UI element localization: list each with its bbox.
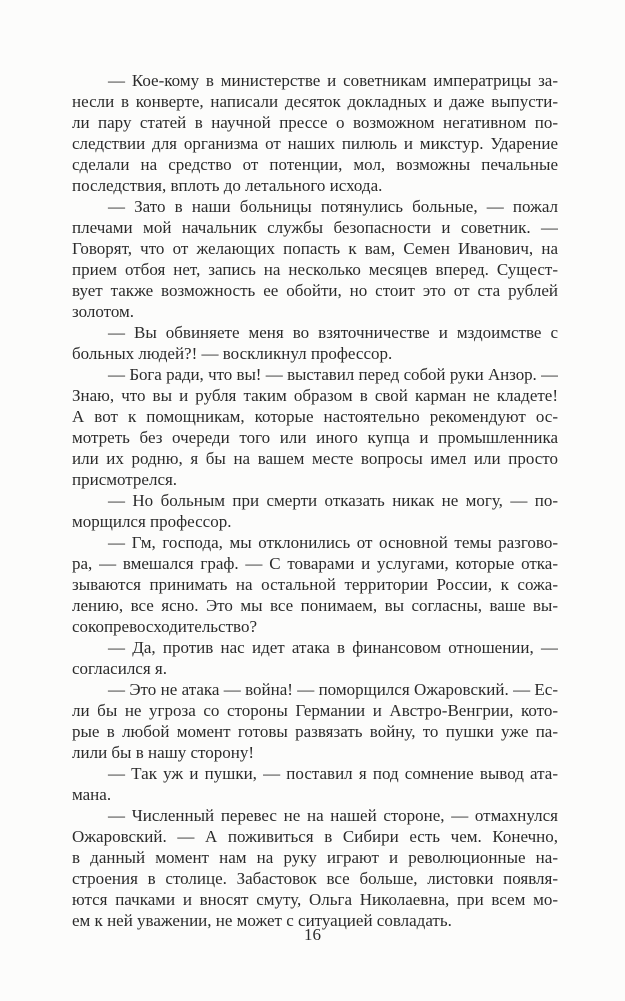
text-line: ра, — вмешался граф. — С товарами и услугами, которые отка-: [72, 554, 558, 573]
text-line: — Так уж и пушки, — поставил я под сомнение вывод ата-: [108, 764, 558, 783]
text-line: — Гм, господа, мы отклонились от основной темы разгово-: [108, 533, 558, 552]
text-line: прием отбоя нет, запись на несколько месяцев вперед. Сущест-: [72, 260, 558, 279]
paragraph: [72, 322, 558, 364]
text-line: зываются принимать на остальной территории России, к сожа-: [72, 575, 558, 594]
text-line: мотреть без очереди того или иного купца и промышленника: [72, 428, 558, 447]
paragraph: [72, 532, 558, 637]
book-page-text: [72, 70, 558, 931]
text-line: сокопревосходительство?: [72, 617, 257, 636]
paragraph: [72, 364, 558, 490]
paragraph: [72, 490, 558, 532]
text-line: — Это не атака — война! — поморщился Ожаровский. — Ес-: [108, 680, 558, 699]
text-line: — Вы обвиняете меня во взяточничестве и мздоимстве с: [108, 323, 558, 342]
text-line: — Бога ради, что вы! — выставил перед собой руки Анзор. —: [108, 365, 558, 384]
text-line: несли в конверте, написали десяток докладных и даже выпусти-: [72, 92, 558, 111]
text-line: рые в любой момент готовы развязать войну, то пушки уже па-: [72, 722, 558, 741]
text-line: в данный момент нам на руку играют и революционные на-: [72, 848, 558, 867]
text-line: морщился профессор.: [72, 512, 232, 531]
text-line: — Кое-кому в министерстве и советникам императрицы за-: [108, 71, 558, 90]
text-line: или их родню, я бы на вашем месте вопросы имел или просто: [72, 449, 558, 468]
text-line: строения в столице. Забастовок все больше, листовки появля-: [72, 869, 558, 888]
text-line: ем к ней уважении, не может с ситуацией совладать.: [72, 911, 452, 930]
text-line: сделали на средство от потенции, мол, возможны печальные: [72, 155, 558, 174]
text-line: А вот к помощникам, которые настоятельно рекомендуют ос-: [72, 407, 558, 426]
text-line: присмотрелся.: [72, 470, 178, 489]
text-line: следствии для организма от наших пилюль и микстур. Ударение: [72, 134, 558, 153]
text-line: последствия, вплоть до летального исхода.: [72, 176, 383, 195]
text-line: лили бы в нашу сторону!: [72, 743, 255, 762]
paragraph: [72, 196, 558, 322]
text-line: Ожаровский. — А поживиться в Сибири есть чем. Конечно,: [72, 827, 558, 846]
paragraph: [72, 805, 558, 931]
text-line: ли пару статей в научной прессе о возможном негативном по-: [72, 113, 558, 132]
text-line: больных людей?! — воскликнул профессор.: [72, 344, 393, 363]
text-line: лению, все ясно. Это мы все понимаем, вы согласны, ваше вы-: [72, 596, 558, 615]
text-line: ли бы не угроза со стороны Германии и Австро-Венгрии, кото-: [72, 701, 558, 720]
paragraph: [72, 70, 558, 196]
text-line: мана.: [72, 785, 112, 804]
text-line: — Да, против нас идет атака в финансовом отношении, —: [108, 638, 558, 657]
text-line: золотом.: [72, 302, 135, 321]
text-line: ются пачками и вносят смуту, Ольга Николаевна, при всем мо-: [72, 890, 558, 909]
paragraph: [72, 637, 558, 679]
text-line: вует также возможность ее обойти, но стоит это от ста рублей: [72, 281, 558, 300]
text-line: согласился я.: [72, 659, 167, 678]
text-line: — Но больным при смерти отказать никак не могу, — по-: [108, 491, 558, 510]
text-line: плечами мой начальник службы безопасности и советник. —: [72, 218, 558, 237]
page-number: 16: [304, 925, 321, 944]
paragraph: [72, 763, 558, 805]
paragraph: [72, 679, 558, 763]
text-line: Знаю, что вы и рубля таким образом в свой карман не кладете!: [72, 386, 558, 405]
text-line: — Зато в наши больницы потянулись больные, — пожал: [108, 197, 558, 216]
text-line: — Численный перевес не на нашей стороне, — отмахнулся: [108, 806, 558, 825]
text-line: Говорят, что от желающих попасть к вам, Семен Иванович, на: [72, 239, 558, 258]
